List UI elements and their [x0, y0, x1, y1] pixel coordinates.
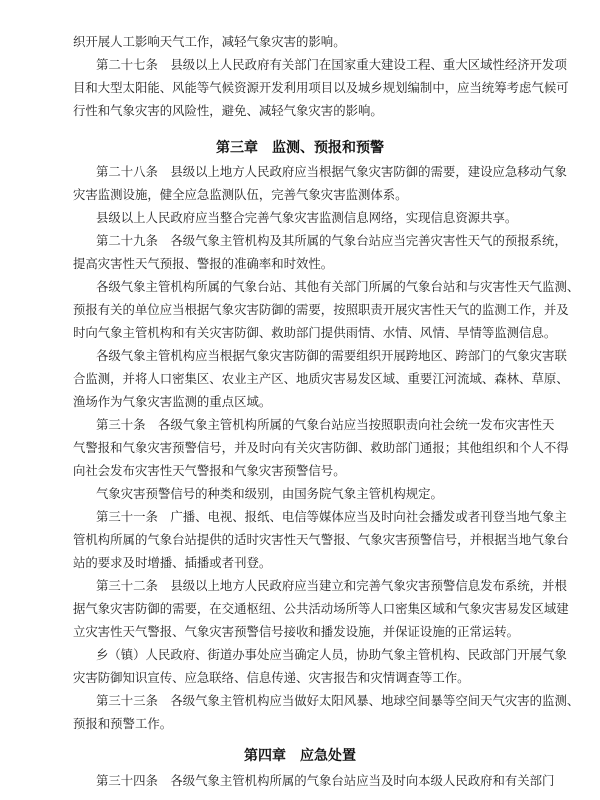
chapter-3-heading: 第三章 监测、预报和预警: [216, 140, 384, 156]
paragraph-line: 织开展人工影响天气工作，减轻气象灾害的影响。: [73, 34, 346, 49]
paragraph-line: 县级以上人民政府应当整合完善气象灾害监测信息网络，实现信息资源共享。: [96, 210, 518, 225]
chapter-4-heading: 第四章 应急处置: [244, 748, 356, 764]
paragraph-line: 预报和预警工作。: [73, 716, 173, 731]
article-33-line: 第三十三条 各级气象主管机构应当做好太阳风暴、地球空间暴等空间天气灾害的监测、: [96, 693, 580, 708]
paragraph-line: 据气象灾害防御的需要，在交通枢纽、公共活动场所等人口密集区域和气象灾害易发区域建: [73, 601, 569, 616]
paragraph-line: 向社会发布灾害性天气警报和气象灾害预警信号。: [73, 463, 346, 478]
paragraph-line: 合监测，并将人口密集区、农业主产区、地质灾害易发区域、重要江河流域、森林、草原、: [73, 371, 569, 386]
paragraph-line: 气象灾害预警信号的种类和级别，由国务院气象主管机构规定。: [96, 486, 443, 501]
paragraph-line: 站的要求及时增播、插播或者刊登。: [73, 555, 272, 570]
article-28-line: 第二十八条 县级以上地方人民政府应当根据气象灾害防御的需要，建设应急移动气象: [96, 164, 567, 179]
article-34-line: 第三十四条 各级气象主管机构所属的气象台站应当及时向本级人民政府和有关部门: [96, 773, 555, 788]
paragraph-line: 灾害防御知识宣传、应急联络、信息传递、灾害报告和灾情调查等工作。: [73, 670, 470, 685]
paragraph-line: 乡（镇）人民政府、街道办事处应当确定人员，协助气象主管机构、民政部门开展气象: [96, 647, 567, 662]
paragraph-line: 立灾害性天气警报、气象灾害预警信号接收和播发设施，并保证设施的正常运转。: [73, 624, 520, 639]
article-30-line: 第三十条 各级气象主管机构所属的气象台站应当按照职责向社会统一发布灾害性天: [96, 417, 555, 432]
paragraph-line: 渔场作为气象灾害监测的重点区域。: [73, 394, 272, 409]
article-29-line: 第二十九条 各级气象主管机构及其所属的气象台站应当完善灾害性天气的预报系统，: [96, 233, 567, 248]
paragraph-line: 预报有关的单位应当根据气象灾害防御的需要，按照职责开展灾害性天气的监测工作，并及: [73, 302, 569, 317]
paragraph-line: 管机构所属的气象台站提供的适时灾害性天气警报、气象灾害预警信号，并根据当地气象台: [73, 532, 569, 547]
paragraph-line: 各级气象主管机构应当根据气象灾害防御的需要组织开展跨地区、跨部门的气象灾害联: [96, 348, 567, 363]
paragraph-line: 目和大型太阳能、风能等气候资源开发利用项目以及城乡规划编制中，应当统筹考虑气候可: [73, 80, 569, 95]
paragraph-line: 灾害监测设施，健全应急监测队伍，完善气象灾害监测体系。: [73, 187, 408, 202]
paragraph-line: 时向气象主管机构和有关灾害防御、救助部门提供雨情、水情、风情、旱情等监测信息。: [73, 325, 557, 340]
paragraph-line: 行性和气象灾害的风险性，避免、减轻气象灾害的影响。: [73, 103, 383, 118]
article-32-line: 第三十二条 县级以上地方人民政府应当建立和完善气象灾害预警信息发布系统，并根: [96, 578, 567, 593]
paragraph-line: 提高灾害性天气预报、警报的准确率和时效性。: [73, 256, 334, 271]
paragraph-line: 气警报和气象灾害预警信号，并及时向有关灾害防御、救助部门通报；其他组织和个人不得: [73, 440, 569, 455]
article-27-line: 第二十七条 县级以上人民政府有关部门在国家重大建设工程、重大区域性经济开发项: [96, 57, 567, 72]
article-31-line: 第三十一条 广播、电视、报纸、电信等媒体应当及时向社会播发或者刊登当地气象主: [96, 509, 567, 524]
paragraph-line: 各级气象主管机构所属的气象台站、其他有关部门所属的气象台站和与灾害性天气监测、: [96, 279, 580, 294]
